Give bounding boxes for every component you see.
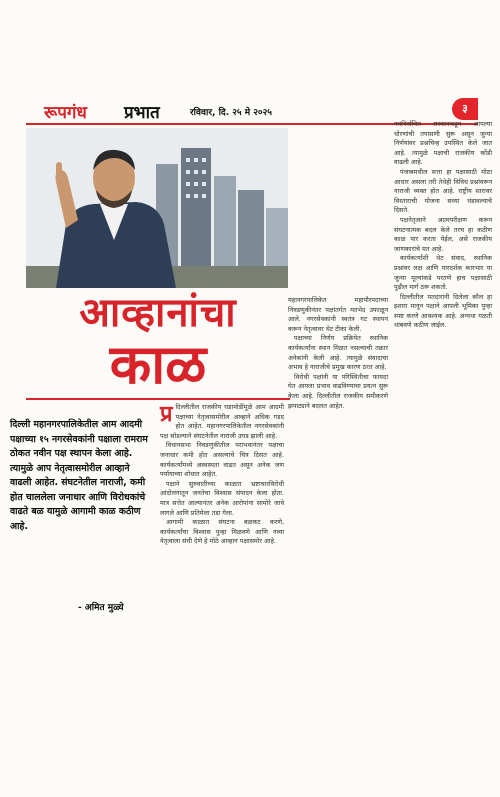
article-column-c [394, 120, 492, 331]
column-b-paragraph: विरोधी पक्षांनी या परिस्थितीचा फायदा घेत आपला प्रभाव वाढविण्याचा प्रयत्न सुरू केला आहे. दिल्लीतील राजकीय समीकरणे झपाट्याने बदलत आहेत. [288, 372, 388, 410]
headline-line-2: काळ [109, 333, 207, 396]
column-a-paragraph: विधानसभा निवडणुकीतील पराभवानंतर पक्षाचा जनाधार कमी होत असल्याचे चित्र दिसत आहे. कार्यकर्त्यांमध्ये अस्वस्थता वाढत असून अनेक जण पर्यायाच्या शोधात आहेत. [160, 441, 284, 479]
headline [26, 290, 290, 394]
masthead-logo-sub: प्रभात [124, 103, 160, 123]
column-c-paragraph: पंजाबमधील सत्ता हा पक्षासाठी मोठा आधार असला तरी तेथेही विविध प्रश्नांवरून नाराजी व्यक्त होत आहे. राष्ट्रीय स्तरावर विस्ताराची योजना सध्या थंडावल्याचे दिसते. [394, 167, 492, 215]
column-a-paragraph: पक्षाने सुरुवातीच्या काळात भ्रष्टाचारविरोधी आंदोलनातून जनतेचा विश्वास संपादन केला होता. मात्र सत्तेत आल्यानंतर अनेक आरोपांना सामोरे जावे लागले आणि प्रतिमेला तडा गेला. [160, 479, 284, 517]
lead-photo [26, 128, 288, 288]
masthead-logo: रूपगंध [44, 103, 87, 123]
headline-line-1: आव्हानांचा [79, 290, 237, 336]
article-column-b [288, 296, 388, 411]
page-number: ३ [452, 98, 478, 120]
column-c-paragraph: पक्षनेतृत्वाने आत्मपरीक्षण करून संघटनात्मक बदल केले तरच हा कठीण काळ पार करता येईल, असे राजकीय जाणकारांचे मत आहे. [394, 215, 492, 253]
column-b-paragraph: पक्षाच्या निर्णय प्रक्रियेत स्थानिक कार्यकर्त्यांना स्थान मिळत नसल्याची तक्रार अनेकांनी केली आहे. त्यामुळे संवादाचा अभाव हे नाराजीचे प्रमुख कारण ठरत आहे. [288, 334, 388, 372]
column-c-paragraph: दिल्लीतील मतदारांनी दिलेला कौल हा इशारा मानून पक्षाने आपली भूमिका पुन्हा स्पष्ट करणे आवश्यक आहे. अन्यथा गळती थांबवणे कठीण जाईल. [394, 292, 492, 330]
article-column-a [160, 403, 284, 547]
lead-photo-illustration [26, 128, 288, 288]
drop-cap: प्र [160, 402, 173, 427]
dateline: रविवार, दि. २५ मे २०२५ [190, 108, 272, 118]
lede-paragraph: दिल्ली महानगरपालिकेतील आम आदमी पक्षाच्या १५ नगरसेवकांनी पक्षाला रामराम ठोकत नवीन पक्ष स्थापन केला आहे. त्यामुळे आप नेतृत्वासमोरील आव्हाने वाढली आहेत. संघटनेतील नाराजी, कमी होत चाललेला जनाधार आणि विरोधकांचे वाढते बळ यामुळे आगामी काळ कठीण आहे. [10, 419, 148, 532]
column-a-paragraph: आगामी काळात संघटना बळकट करणे, कार्यकर्त्यांचा विश्वास पुन्हा मिळवणे आणि नव्या नेतृत्वाला संधी देणे हे मोठे आव्हान पक्षासमोर आहे. [160, 518, 284, 546]
column-a-paragraph: दिल्लीतील राजकीय घडामोडींमुळे आम आदमी पक्षाच्या नेतृत्वासमोरील आव्हाने अधिक गडद होत आहेत. महानगरपालिकेतील नगरसेवकांनी पक्ष सोडल्याने संघटनेतील नाराजी उघड झाली आहे. [160, 403, 284, 440]
column-b-paragraph: महानगरपालिकेत महापौरपदाच्या निवडणुकीनंतर पक्षांतर्गत मतभेद उफाळून आले. नगरसेवकांनी स्वतंत्र गट स्थापन करून नेतृत्वावर थेट टीका केली. [288, 296, 388, 333]
headline-rule [26, 398, 290, 400]
column-c-paragraph: नवनिर्वाचित सरकारकडून आपल्या धोरणांची तपासणी सुरू असून जुन्या निर्णयांवर प्रश्नचिन्ह उपस्थित केले जात आहे. त्यामुळे पक्षाची राजकीय कोंडी वाढली आहे. [394, 120, 492, 167]
column-c-paragraph: कार्यकर्त्यांशी थेट संवाद, स्थानिक प्रश्नांवर लक्ष आणि पारदर्शक कारभार या जुन्या मूल्यांकडे परतणे हाच पक्षासाठी पुढील मार्ग ठरू शकतो. [394, 254, 492, 292]
byline: - अमित मुळ्ये [78, 603, 124, 613]
